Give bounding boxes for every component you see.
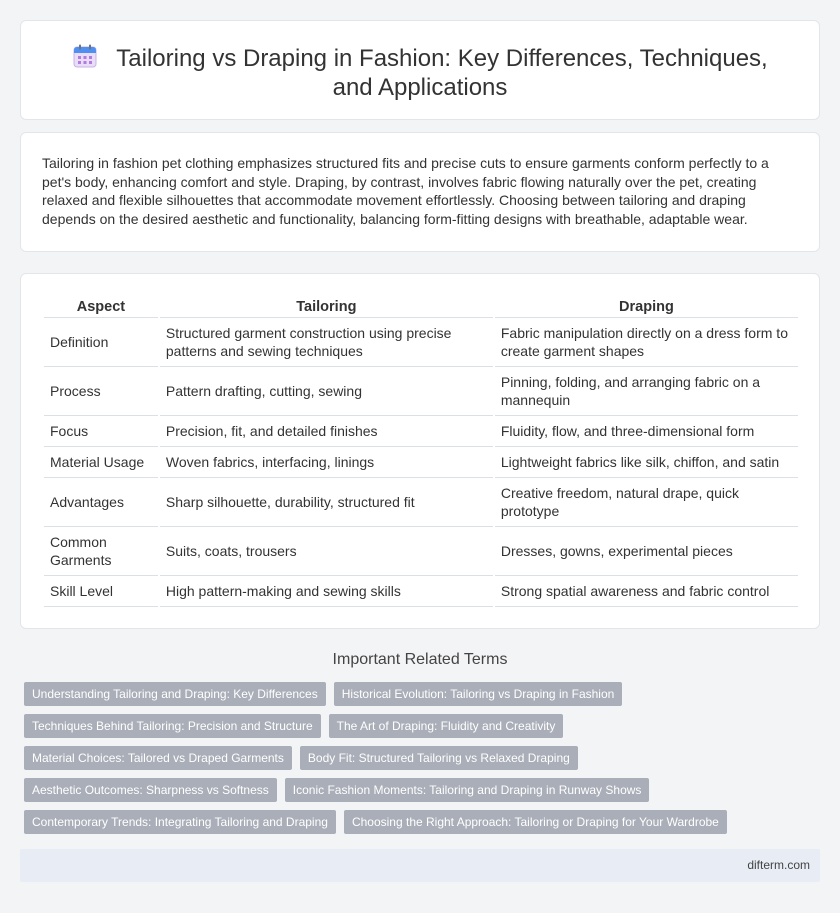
related-terms-tags xyxy=(24,682,824,842)
table-row xyxy=(44,416,798,447)
tailoring-cell: Suits, coats, trousers xyxy=(160,527,493,576)
header-aspect: Aspect xyxy=(44,296,158,318)
page-title-wrap xyxy=(51,43,789,102)
tailoring-cell: Pattern drafting, cutting, sewing xyxy=(160,367,493,416)
tailoring-cell: Sharp silhouette, durability, structured fit xyxy=(160,478,493,527)
draping-cell: Fabric manipulation directly on a dress form to create garment shapes xyxy=(495,318,798,367)
table-row xyxy=(44,478,798,527)
draping-cell: Dresses, gowns, experimental pieces xyxy=(495,527,798,576)
related-term-tag[interactable]: Contemporary Trends: Integrating Tailoring and Draping xyxy=(24,810,336,834)
related-term-tag[interactable]: Choosing the Right Approach: Tailoring or Draping for Your Wardrobe xyxy=(344,810,727,834)
footer xyxy=(20,849,820,882)
aspect-cell: Skill Level xyxy=(44,576,158,607)
header-draping: Draping xyxy=(495,296,798,318)
related-term-tag[interactable]: Body Fit: Structured Tailoring vs Relaxed Draping xyxy=(300,746,578,770)
related-term-tag[interactable]: Techniques Behind Tailoring: Precision and Structure xyxy=(24,714,321,738)
intro-paragraph: Tailoring in fashion pet clothing emphasizes structured fits and precise cuts to ensure garments conform perfectly to a pet's body, enhancing comfort and style. Draping, by contrast, involves fabric flowing naturally over the pet, creating relaxed and flexible silhouettes that accommodate movement effortlessly. Choosing between tailoring and draping depends on the desired aesthetic and functionality, balancing form-fitting designs with breathable, adaptable wear. xyxy=(42,155,769,227)
page-title: Tailoring vs Draping in Fashion: Key Differences, Techniques, and Applications xyxy=(116,45,768,101)
aspect-cell: Definition xyxy=(44,318,158,367)
related-term-tag[interactable]: Historical Evolution: Tailoring vs Draping in Fashion xyxy=(334,682,623,706)
draping-cell: Fluidity, flow, and three-dimensional form xyxy=(495,416,798,447)
tailoring-cell: High pattern-making and sewing skills xyxy=(160,576,493,607)
related-term-tag[interactable]: Aesthetic Outcomes: Sharpness vs Softness xyxy=(24,778,277,802)
aspect-cell: Material Usage xyxy=(44,447,158,478)
table-row xyxy=(44,447,798,478)
related-term-tag[interactable]: Material Choices: Tailored vs Draped Garments xyxy=(24,746,292,770)
related-term-tag[interactable]: The Art of Draping: Fluidity and Creativity xyxy=(329,714,564,738)
draping-cell: Strong spatial awareness and fabric control xyxy=(495,576,798,607)
draping-cell: Lightweight fabrics like silk, chiffon, and satin xyxy=(495,447,798,478)
table-row xyxy=(44,576,798,607)
draping-cell: Creative freedom, natural drape, quick prototype xyxy=(495,478,798,527)
intro-card xyxy=(20,132,820,252)
table-row xyxy=(44,367,798,416)
tailoring-cell: Woven fabrics, interfacing, linings xyxy=(160,447,493,478)
related-term-tag[interactable]: Iconic Fashion Moments: Tailoring and Draping in Runway Shows xyxy=(285,778,650,802)
table-header-row xyxy=(44,296,798,318)
aspect-cell: Advantages xyxy=(44,478,158,527)
aspect-cell: Focus xyxy=(44,416,158,447)
calendar-icon xyxy=(72,43,98,69)
comparison-table xyxy=(42,296,800,607)
aspect-cell: Common Garments xyxy=(44,527,158,576)
header-card xyxy=(20,20,820,120)
table-row xyxy=(44,527,798,576)
header-tailoring: Tailoring xyxy=(160,296,493,318)
draping-cell: Pinning, folding, and arranging fabric on a mannequin xyxy=(495,367,798,416)
tailoring-cell: Precision, fit, and detailed finishes xyxy=(160,416,493,447)
table-row xyxy=(44,318,798,367)
related-terms-title: Important Related Terms xyxy=(332,651,508,668)
footer-site-link[interactable]: difterm.com xyxy=(747,858,810,872)
related-term-tag[interactable]: Understanding Tailoring and Draping: Key Differences xyxy=(24,682,326,706)
tailoring-cell: Structured garment construction using precise patterns and sewing techniques xyxy=(160,318,493,367)
aspect-cell: Process xyxy=(44,367,158,416)
comparison-card xyxy=(20,273,820,629)
